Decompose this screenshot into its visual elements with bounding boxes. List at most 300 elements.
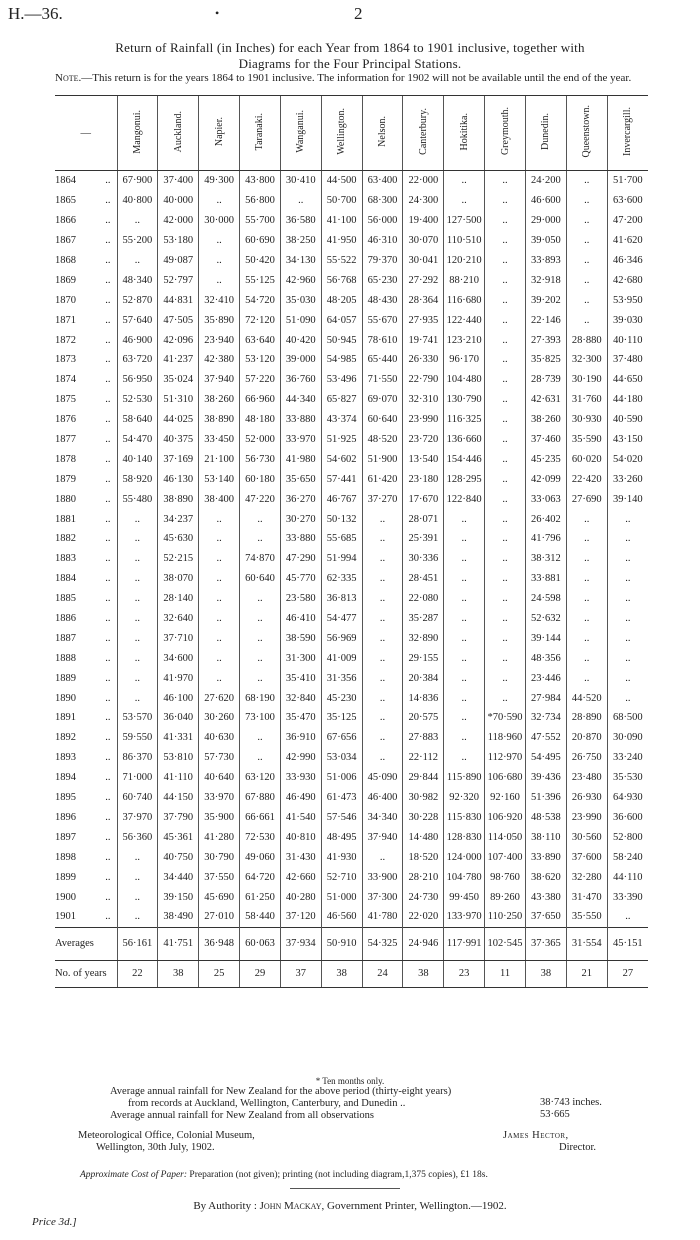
rainfall-cell: 107·400 <box>485 847 526 867</box>
rainfall-cell: 79·370 <box>362 251 403 271</box>
rainfall-cell: 41·110 <box>158 768 199 788</box>
rainfall-cell: 67·900 <box>117 171 158 191</box>
table-row <box>55 350 648 370</box>
rainfall-cell: .. <box>566 270 607 290</box>
table-row <box>55 191 648 211</box>
rainfall-cell: 52·000 <box>240 430 281 450</box>
rainfall-cell: 56·950 <box>117 370 158 390</box>
year-cell <box>55 748 117 768</box>
station-name: Taranaki. <box>254 112 266 151</box>
station-name: Mangonui. <box>131 109 143 154</box>
table-row <box>55 847 648 867</box>
year-label: 1872 <box>55 334 76 346</box>
rainfall-cell: 47·505 <box>158 310 199 330</box>
rainfall-cell: 47·220 <box>240 489 281 509</box>
rainfall-cell: 30·070 <box>403 231 444 251</box>
rainfall-cell: 28·210 <box>403 867 444 887</box>
rainfall-cell: 55·685 <box>321 529 362 549</box>
year-cell <box>55 330 117 350</box>
rainfall-cell: 44·180 <box>607 390 648 410</box>
rainfall-cell: .. <box>240 728 281 748</box>
rainfall-cell: .. <box>485 231 526 251</box>
cost-line <box>80 1170 488 1180</box>
table-row <box>55 887 648 907</box>
rainfall-cell: 130·790 <box>444 390 485 410</box>
rainfall-cell: 37·169 <box>158 449 199 469</box>
year-cell <box>55 668 117 688</box>
rainfall-cell: 40·640 <box>199 768 240 788</box>
price-note: Price 3d.] <box>32 1216 77 1228</box>
rainfall-cell: 51·310 <box>158 390 199 410</box>
rainfall-cell: .. <box>117 609 158 629</box>
rainfall-cell: 46·600 <box>525 191 566 211</box>
count-cell: 24 <box>362 960 403 987</box>
station-header <box>321 96 362 171</box>
leader-dots: .. <box>105 891 111 903</box>
leader-dots: .. <box>105 672 111 684</box>
rainfall-cell: 115·890 <box>444 768 485 788</box>
rainfall-cell: .. <box>485 609 526 629</box>
rainfall-cell: 88·210 <box>444 270 485 290</box>
rainfall-cell: 33·063 <box>525 489 566 509</box>
station-header <box>607 96 648 171</box>
rainfall-cell: .. <box>199 569 240 589</box>
rainfall-cell: 37·790 <box>158 808 199 828</box>
rainfall-cell: 37·940 <box>199 370 240 390</box>
rainfall-cell: 47·200 <box>607 211 648 231</box>
rainfall-cell: 63·400 <box>362 171 403 191</box>
rainfall-cell: 35·890 <box>199 310 240 330</box>
rainfall-cell: .. <box>240 509 281 529</box>
cost-text: Preparation (not given); printing (not including diagram,1,375 copies), £1 18s. <box>189 1170 488 1180</box>
rainfall-cell: .. <box>199 549 240 569</box>
count-cell: 23 <box>444 960 485 987</box>
table-row <box>55 808 648 828</box>
rainfall-cell: .. <box>117 589 158 609</box>
table-row <box>55 628 648 648</box>
rainfall-cell: .. <box>607 529 648 549</box>
rainfall-cell: 30·336 <box>403 549 444 569</box>
rainfall-cell: 32·890 <box>403 628 444 648</box>
year-label: 1878 <box>55 453 76 465</box>
rainfall-cell: 41·009 <box>321 648 362 668</box>
rainfall-cell: 133·970 <box>444 907 485 927</box>
count-cell: 21 <box>566 960 607 987</box>
rainfall-cell: .. <box>240 589 281 609</box>
rainfall-cell: 17·670 <box>403 489 444 509</box>
count-cell: 38 <box>525 960 566 987</box>
years-count-row <box>55 960 648 987</box>
rainfall-cell: 33·240 <box>607 748 648 768</box>
rainfall-cell: 25·391 <box>403 529 444 549</box>
rainfall-cell: .. <box>117 509 158 529</box>
rainfall-cell: 54·477 <box>321 609 362 629</box>
rainfall-cell: 41·100 <box>321 211 362 231</box>
rainfall-cell: 38·400 <box>199 489 240 509</box>
leader-dots: .. <box>105 553 111 565</box>
rainfall-body <box>55 171 648 988</box>
rainfall-cell: 122·840 <box>444 489 485 509</box>
rainfall-cell: 37·120 <box>280 907 321 927</box>
rainfall-cell: 22·020 <box>403 907 444 927</box>
rainfall-cell: .. <box>485 549 526 569</box>
rainfall-cell: 52·800 <box>607 827 648 847</box>
year-cell <box>55 231 117 251</box>
rainfall-cell: .. <box>199 589 240 609</box>
rainfall-cell: .. <box>607 628 648 648</box>
rainfall-cell: 44·650 <box>607 370 648 390</box>
rainfall-cell: .. <box>199 251 240 271</box>
station-name: Hokitika. <box>458 112 470 151</box>
rainfall-cell: .. <box>485 390 526 410</box>
rainfall-cell: 60·020 <box>566 449 607 469</box>
rainfall-cell: 61·420 <box>362 469 403 489</box>
rainfall-cell: .. <box>607 668 648 688</box>
rainfall-cell: 30·930 <box>566 410 607 430</box>
print-mark: • <box>215 6 220 20</box>
rainfall-cell: 50·420 <box>240 251 281 271</box>
rainfall-cell: 38·260 <box>199 390 240 410</box>
rainfall-cell: 40·375 <box>158 430 199 450</box>
rainfall-cell: 118·960 <box>485 728 526 748</box>
rainfall-cell: .. <box>362 509 403 529</box>
year-cell <box>55 768 117 788</box>
rainfall-cell: .. <box>566 569 607 589</box>
rainfall-cell: 31·470 <box>566 887 607 907</box>
average-cell: 117·991 <box>444 927 485 960</box>
rainfall-cell: 54·720 <box>240 290 281 310</box>
year-cell <box>55 907 117 927</box>
leader-dots: .. <box>105 235 111 247</box>
rainfall-cell: .. <box>240 628 281 648</box>
rainfall-cell: 38·250 <box>280 231 321 251</box>
year-label: 1886 <box>55 613 76 625</box>
leader-dots: .. <box>105 712 111 724</box>
rainfall-cell: 63·600 <box>607 191 648 211</box>
rainfall-cell: 32·300 <box>566 350 607 370</box>
rainfall-cell: 20·384 <box>403 668 444 688</box>
rainfall-cell: 60·640 <box>240 569 281 589</box>
station-header <box>240 96 281 171</box>
rainfall-cell: .. <box>444 728 485 748</box>
rainfall-cell: 28·364 <box>403 290 444 310</box>
rainfall-cell: 106·680 <box>485 768 526 788</box>
year-label: 1868 <box>55 255 76 266</box>
rainfall-cell: 63·720 <box>117 350 158 370</box>
year-cell <box>55 847 117 867</box>
year-label: 1881 <box>55 513 76 525</box>
rainfall-cell: .. <box>485 350 526 370</box>
rainfall-cell: 92·160 <box>485 788 526 808</box>
rainfall-cell: 29·000 <box>525 211 566 231</box>
rainfall-cell: .. <box>362 708 403 728</box>
rainfall-cell: 40·110 <box>607 330 648 350</box>
rainfall-cell: 23·990 <box>566 808 607 828</box>
leader-dots: .. <box>105 493 111 505</box>
leader-dots: .. <box>105 414 111 426</box>
rainfall-cell: 35·550 <box>566 907 607 927</box>
rainfall-cell: 37·270 <box>362 489 403 509</box>
rainfall-cell: .. <box>117 887 158 907</box>
summary-values <box>540 1097 602 1121</box>
rainfall-cell: 68·190 <box>240 688 281 708</box>
leader-dots: .. <box>105 692 111 704</box>
rainfall-cell: 21·100 <box>199 449 240 469</box>
rainfall-cell: 40·750 <box>158 847 199 867</box>
rainfall-cell: 67·880 <box>240 788 281 808</box>
table-row <box>55 370 648 390</box>
rainfall-cell: 43·374 <box>321 410 362 430</box>
rainfall-cell: 31·356 <box>321 668 362 688</box>
rainfall-cell: 57·220 <box>240 370 281 390</box>
rainfall-cell: 24·300 <box>403 191 444 211</box>
rainfall-cell: 28·880 <box>566 330 607 350</box>
rainfall-cell: .. <box>485 509 526 529</box>
station-header-row <box>55 96 648 171</box>
table-row <box>55 768 648 788</box>
rainfall-cell: 35·287 <box>403 609 444 629</box>
rainfall-cell: 29·155 <box>403 648 444 668</box>
rainfall-cell: 35·410 <box>280 668 321 688</box>
rainfall-cell: 23·446 <box>525 668 566 688</box>
rainfall-cell: 56·768 <box>321 270 362 290</box>
year-cell <box>55 589 117 609</box>
year-cell <box>55 788 117 808</box>
average-cell: 31·554 <box>566 927 607 960</box>
years-count-label: No. of years <box>55 960 117 987</box>
averages-label: Averages <box>55 927 117 960</box>
rainfall-cell: 36·270 <box>280 489 321 509</box>
document-reference: H.—36. <box>8 4 63 23</box>
rainfall-cell: .. <box>117 569 158 589</box>
rainfall-cell: .. <box>485 668 526 688</box>
rainfall-cell: 48·538 <box>525 808 566 828</box>
rainfall-cell: 104·480 <box>444 370 485 390</box>
rainfall-cell: 110·510 <box>444 231 485 251</box>
rainfall-cell: 20·870 <box>566 728 607 748</box>
rainfall-cell: 33·970 <box>199 788 240 808</box>
rainfall-cell: 40·140 <box>117 449 158 469</box>
rainfall-cell: .. <box>240 529 281 549</box>
year-cell <box>55 430 117 450</box>
station-header <box>362 96 403 171</box>
year-label: 1889 <box>55 672 76 684</box>
rainfall-cell: .. <box>444 589 485 609</box>
rainfall-cell: 43·380 <box>525 887 566 907</box>
rainfall-cell: 35·590 <box>566 430 607 450</box>
rainfall-cell: 104·780 <box>444 867 485 887</box>
rainfall-cell: .. <box>362 748 403 768</box>
rainfall-cell: .. <box>199 628 240 648</box>
rainfall-cell: 37·400 <box>158 171 199 191</box>
average-cell: 24·946 <box>403 927 444 960</box>
rainfall-cell: 114·050 <box>485 827 526 847</box>
rainfall-cell: 36·580 <box>280 211 321 231</box>
table-row <box>55 529 648 549</box>
rainfall-cell: 112·970 <box>485 748 526 768</box>
station-name: Greymouth. <box>499 107 511 156</box>
year-cell <box>55 251 117 271</box>
leader-dots: .. <box>105 573 111 585</box>
rainfall-cell: 24·200 <box>525 171 566 191</box>
rainfall-cell: 46·560 <box>321 907 362 927</box>
rainfall-cell: 41·980 <box>280 449 321 469</box>
rainfall-cell: 52·530 <box>117 390 158 410</box>
table-row <box>55 310 648 330</box>
rainfall-cell: 67·656 <box>321 728 362 748</box>
leader-dots: .. <box>105 732 111 744</box>
year-label: 1867 <box>55 235 76 247</box>
rainfall-cell: 58·440 <box>240 907 281 927</box>
leader-dots: .. <box>105 851 111 863</box>
year-cell <box>55 708 117 728</box>
rainfall-cell: 53·570 <box>117 708 158 728</box>
rainfall-cell: 22·112 <box>403 748 444 768</box>
rainfall-cell: .. <box>485 251 526 271</box>
rainfall-cell: 71·000 <box>117 768 158 788</box>
page-number: 2 <box>354 4 363 23</box>
rainfall-cell: 51·000 <box>321 887 362 907</box>
rainfall-cell: 46·400 <box>362 788 403 808</box>
rainfall-cell: 128·295 <box>444 469 485 489</box>
rainfall-cell: 30·790 <box>199 847 240 867</box>
rainfall-cell: .. <box>362 529 403 549</box>
rainfall-cell: .. <box>485 569 526 589</box>
rainfall-cell: 45·235 <box>525 449 566 469</box>
rainfall-cell: 30·410 <box>280 171 321 191</box>
rainfall-cell: 56·360 <box>117 827 158 847</box>
count-cell: 29 <box>240 960 281 987</box>
table-row <box>55 410 648 430</box>
year-label: 1876 <box>55 414 76 426</box>
table-row <box>55 390 648 410</box>
rainfall-cell: 36·600 <box>607 808 648 828</box>
rainfall-cell: 46·100 <box>158 688 199 708</box>
average-cell: 54·325 <box>362 927 403 960</box>
rainfall-cell: 64·057 <box>321 310 362 330</box>
office-line-2: Wellington, 30th July, 1902. <box>96 1142 215 1153</box>
year-label: 1869 <box>55 274 76 286</box>
rainfall-cell: 36·760 <box>280 370 321 390</box>
rainfall-cell: 30·041 <box>403 251 444 271</box>
rainfall-cell: 51·925 <box>321 430 362 450</box>
rainfall-cell: 34·600 <box>158 648 199 668</box>
rainfall-cell: 33·881 <box>525 569 566 589</box>
rainfall-cell: .. <box>117 628 158 648</box>
rainfall-cell: 42·000 <box>158 211 199 231</box>
rainfall-cell: 19·400 <box>403 211 444 231</box>
table-row <box>55 668 648 688</box>
leader-dots: .. <box>105 255 111 266</box>
rainfall-cell: 23·480 <box>566 768 607 788</box>
year-cell <box>55 489 117 509</box>
year-label: 1898 <box>55 851 76 863</box>
rainfall-cell: .. <box>240 648 281 668</box>
rainfall-cell: 51·994 <box>321 549 362 569</box>
year-label: 1896 <box>55 811 76 823</box>
rainfall-cell: .. <box>607 549 648 569</box>
rainfall-cell: 48·180 <box>240 410 281 430</box>
year-label: 1871 <box>55 314 76 326</box>
year-label: 1895 <box>55 792 76 804</box>
office-address <box>78 1130 255 1154</box>
rainfall-cell: 40·810 <box>280 827 321 847</box>
leader-dots: .. <box>105 871 111 883</box>
count-cell: 27 <box>607 960 648 987</box>
leader-dots: .. <box>105 215 111 227</box>
rainfall-cell: 56·730 <box>240 449 281 469</box>
rainfall-cell: 51·090 <box>280 310 321 330</box>
year-cell <box>55 688 117 708</box>
rainfall-cell: .. <box>485 688 526 708</box>
rainfall-cell: 41·950 <box>321 231 362 251</box>
rainfall-cell: 37·300 <box>362 887 403 907</box>
rainfall-cell: 65·440 <box>362 350 403 370</box>
rainfall-cell: 19·741 <box>403 330 444 350</box>
station-header <box>403 96 444 171</box>
table-row <box>55 788 648 808</box>
rainfall-cell: 53·034 <box>321 748 362 768</box>
rainfall-cell: 35·030 <box>280 290 321 310</box>
year-label: 1879 <box>55 473 76 485</box>
leader-dots: .. <box>105 613 111 625</box>
rainfall-cell: .. <box>607 589 648 609</box>
average-cell: 36·948 <box>199 927 240 960</box>
rainfall-cell: .. <box>485 449 526 469</box>
leader-dots: .. <box>105 175 111 187</box>
rainfall-cell: 57·546 <box>321 808 362 828</box>
table-row <box>55 549 648 569</box>
rainfall-cell: 27·883 <box>403 728 444 748</box>
rainfall-cell: 27·690 <box>566 489 607 509</box>
rainfall-cell: 52·710 <box>321 867 362 887</box>
year-label: 1877 <box>55 434 76 446</box>
year-label: 1864 <box>55 175 76 187</box>
table-row <box>55 827 648 847</box>
rainfall-cell: 36·040 <box>158 708 199 728</box>
rainfall-cell: .. <box>485 270 526 290</box>
count-cell: 37 <box>280 960 321 987</box>
leader-dots: .. <box>105 394 111 406</box>
rainfall-cell: 44·025 <box>158 410 199 430</box>
leader-dots: .. <box>105 593 111 605</box>
rainfall-cell: 37·460 <box>525 430 566 450</box>
count-cell: 25 <box>199 960 240 987</box>
office-line-1: Meteorological Office, Colonial Museum, <box>78 1130 255 1141</box>
rainfall-cell: .. <box>566 251 607 271</box>
rainfall-cell: 26·750 <box>566 748 607 768</box>
rainfall-cell: 68·500 <box>607 708 648 728</box>
rainfall-cell: 46·346 <box>607 251 648 271</box>
rainfall-cell: 53·950 <box>607 290 648 310</box>
average-cell: 41·751 <box>158 927 199 960</box>
year-label: 1883 <box>55 553 76 565</box>
rainfall-cell: 49·087 <box>158 251 199 271</box>
rainfall-cell: 31·300 <box>280 648 321 668</box>
rainfall-cell: .. <box>607 569 648 589</box>
count-cell: 38 <box>321 960 362 987</box>
rainfall-cell: 42·680 <box>607 270 648 290</box>
table-row <box>55 728 648 748</box>
rainfall-cell: 58·240 <box>607 847 648 867</box>
rainfall-cell: 136·660 <box>444 430 485 450</box>
rainfall-cell: 23·580 <box>280 589 321 609</box>
rainfall-cell: .. <box>566 628 607 648</box>
rainfall-cell: .. <box>607 509 648 529</box>
rainfall-cell: 53·140 <box>199 469 240 489</box>
table-row <box>55 609 648 629</box>
note-text: —This return is for the years 1864 to 1901 inclusive. The information for 1902 will not be available until the end of the year. <box>81 72 632 84</box>
